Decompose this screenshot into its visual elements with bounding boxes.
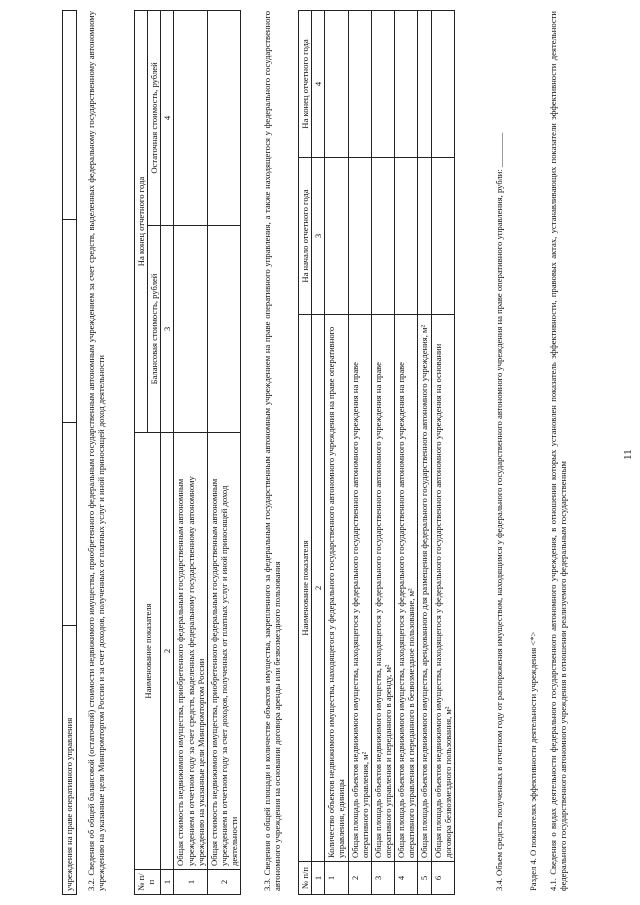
previous-table-row-text: учреждения на праве оперативного управления [64, 717, 74, 891]
table-cell [63, 220, 77, 423]
index-cell: 2 [312, 315, 325, 862]
table-index-row [312, 11, 325, 895]
section-4-1-text: 4.1. Сведения о видах деятельности федерального государственного автономного учреждения, в отношении которых установлен показатель эффективности, правовых актах, устанавливающих показатели эффективности деятельности федерального государственного автономного учреждения в отношении реализуемого федеральным государственным [548, 11, 569, 891]
row-value [371, 11, 394, 158]
row-value [348, 11, 371, 158]
row-value [371, 158, 394, 315]
row-num: 5 [418, 862, 431, 895]
page-number: 11 [622, 449, 634, 460]
index-cell: 3 [312, 158, 325, 315]
index-cell: 3 [161, 226, 174, 433]
table-cell [63, 423, 77, 626]
index-cell: 1 [161, 870, 174, 895]
row-name: Количество объектов недвижимого имущества, находящегося у федерального государственного автономного учреждения на праве оперативного управления, единицы [325, 315, 348, 862]
row-value [207, 11, 240, 226]
index-cell: 1 [312, 862, 325, 895]
header-balance: Балансовая стоимость, рублей [148, 226, 161, 433]
row-value [395, 11, 418, 158]
row-value [174, 226, 207, 433]
row-num: 4 [395, 862, 418, 895]
table-row [418, 11, 431, 895]
index-cell: 4 [312, 11, 325, 158]
row-name: Общая площадь объектов недвижимого имущества, находящегося у федерального государственного автономного учреждения на праве оперативного управления, м² [348, 315, 371, 862]
previous-table-fragment [62, 10, 77, 895]
row-num: 1 [174, 870, 207, 895]
header-end: На конец отчетного года [299, 11, 312, 158]
row-name: Общая площадь объектов недвижимого имущества, находящегося у федерального государственного автономного учреждения на основании договора безвозмездного пользования, м² [431, 315, 454, 862]
index-cell: 2 [161, 433, 174, 870]
header-num: № п/п [299, 862, 312, 895]
row-num: 3 [371, 862, 394, 895]
table-row [431, 11, 454, 895]
row-num: 1 [325, 862, 348, 895]
row-name: Общая площадь объектов недвижимого имущества, находящегося у федерального государственного автономного учреждения на праве оперативного управления и переданного в аренду, м² [371, 315, 394, 862]
table-cell [63, 626, 77, 895]
table-row [207, 11, 240, 895]
section-3-3-table [298, 10, 455, 895]
table-header-row [135, 11, 148, 895]
row-value [431, 158, 454, 315]
row-num: 2 [348, 862, 371, 895]
header-end-year: На конец отчетного года [135, 11, 148, 433]
header-name: Наименование показателя [299, 315, 312, 862]
row-value [431, 11, 454, 158]
row-num: 6 [431, 862, 454, 895]
header-num: № п/п [135, 870, 161, 895]
row-value [174, 11, 207, 226]
table-row [395, 11, 418, 895]
row-value [395, 158, 418, 315]
header-name: Наименование показателя [135, 433, 161, 870]
row-value [418, 11, 431, 158]
row-name: Общая площадь объектов недвижимого имущества, арендованного для размещения федерального государственного автономного учреждения, м² [418, 315, 431, 862]
row-value [325, 11, 348, 158]
table-row [348, 11, 371, 895]
table-row [63, 11, 77, 895]
row-num: 2 [207, 870, 240, 895]
table-row [325, 11, 348, 895]
row-name: Общая стоимость недвижимого имущества, приобретенного федеральным государственным автономным учреждением в отчетном году за счет доходов, полученных от платных услуг и иной приносящей доход деятельности [207, 433, 240, 870]
row-value [325, 158, 348, 315]
header-residual: Остаточная стоимость, рублей [148, 11, 161, 226]
row-value [418, 158, 431, 315]
table-header-row [299, 11, 312, 895]
section-4-heading: Раздел 4. О показателях эффективности деятельности учреждения <*> [528, 631, 538, 891]
table-row [174, 11, 207, 895]
row-name: Общая площадь объектов недвижимого имущества, находящегося у федерального государственного автономного учреждения на праве оперативного управления и переданного в безвозмездное пользование, м² [395, 315, 418, 862]
section-3-2-text: 3.2. Сведения об общей балансовой (остаточной) стоимости недвижимого имущества, приобретенного федеральным государственным автономным учреждением за счет средств, выделенных федеральному государственному автономному учреждению на указанные цели Минпромторгом России и за счет доходов, полученных от платных услуг и иной приносящей доход деятельности [86, 11, 107, 891]
section-3-3-text: 3.3. Сведения о общей площади и количестве объектов имущества, закрепленного за федеральным государственным автономным учреждением на праве оперативного управления, а также находящегося у федерального государственного автономного учреждения на основании договора аренды или безвозмездного пользования [262, 11, 283, 891]
section-3-4-text: 3.4. Объем средств, полученных в отчетном году от распоряжения имуществом, находящимся у федерального государственного автономного учреждения на праве оперативного управления, рубли: ________ [494, 132, 504, 891]
row-value [207, 226, 240, 433]
table-cell [63, 11, 77, 220]
row-value [348, 158, 371, 315]
table-index-row [161, 11, 174, 895]
table-row [371, 11, 394, 895]
row-name: Общая стоимость недвижимого имущества, приобретенного федеральным государственным автономным учреждением в отчетном году за счет средств, выделенных федеральному государственному автономному учреждению на указанные цели Минпромторгом России [174, 433, 207, 870]
index-cell: 4 [161, 11, 174, 226]
section-3-2-table [134, 10, 241, 895]
header-start: На начало отчетного года [299, 158, 312, 315]
